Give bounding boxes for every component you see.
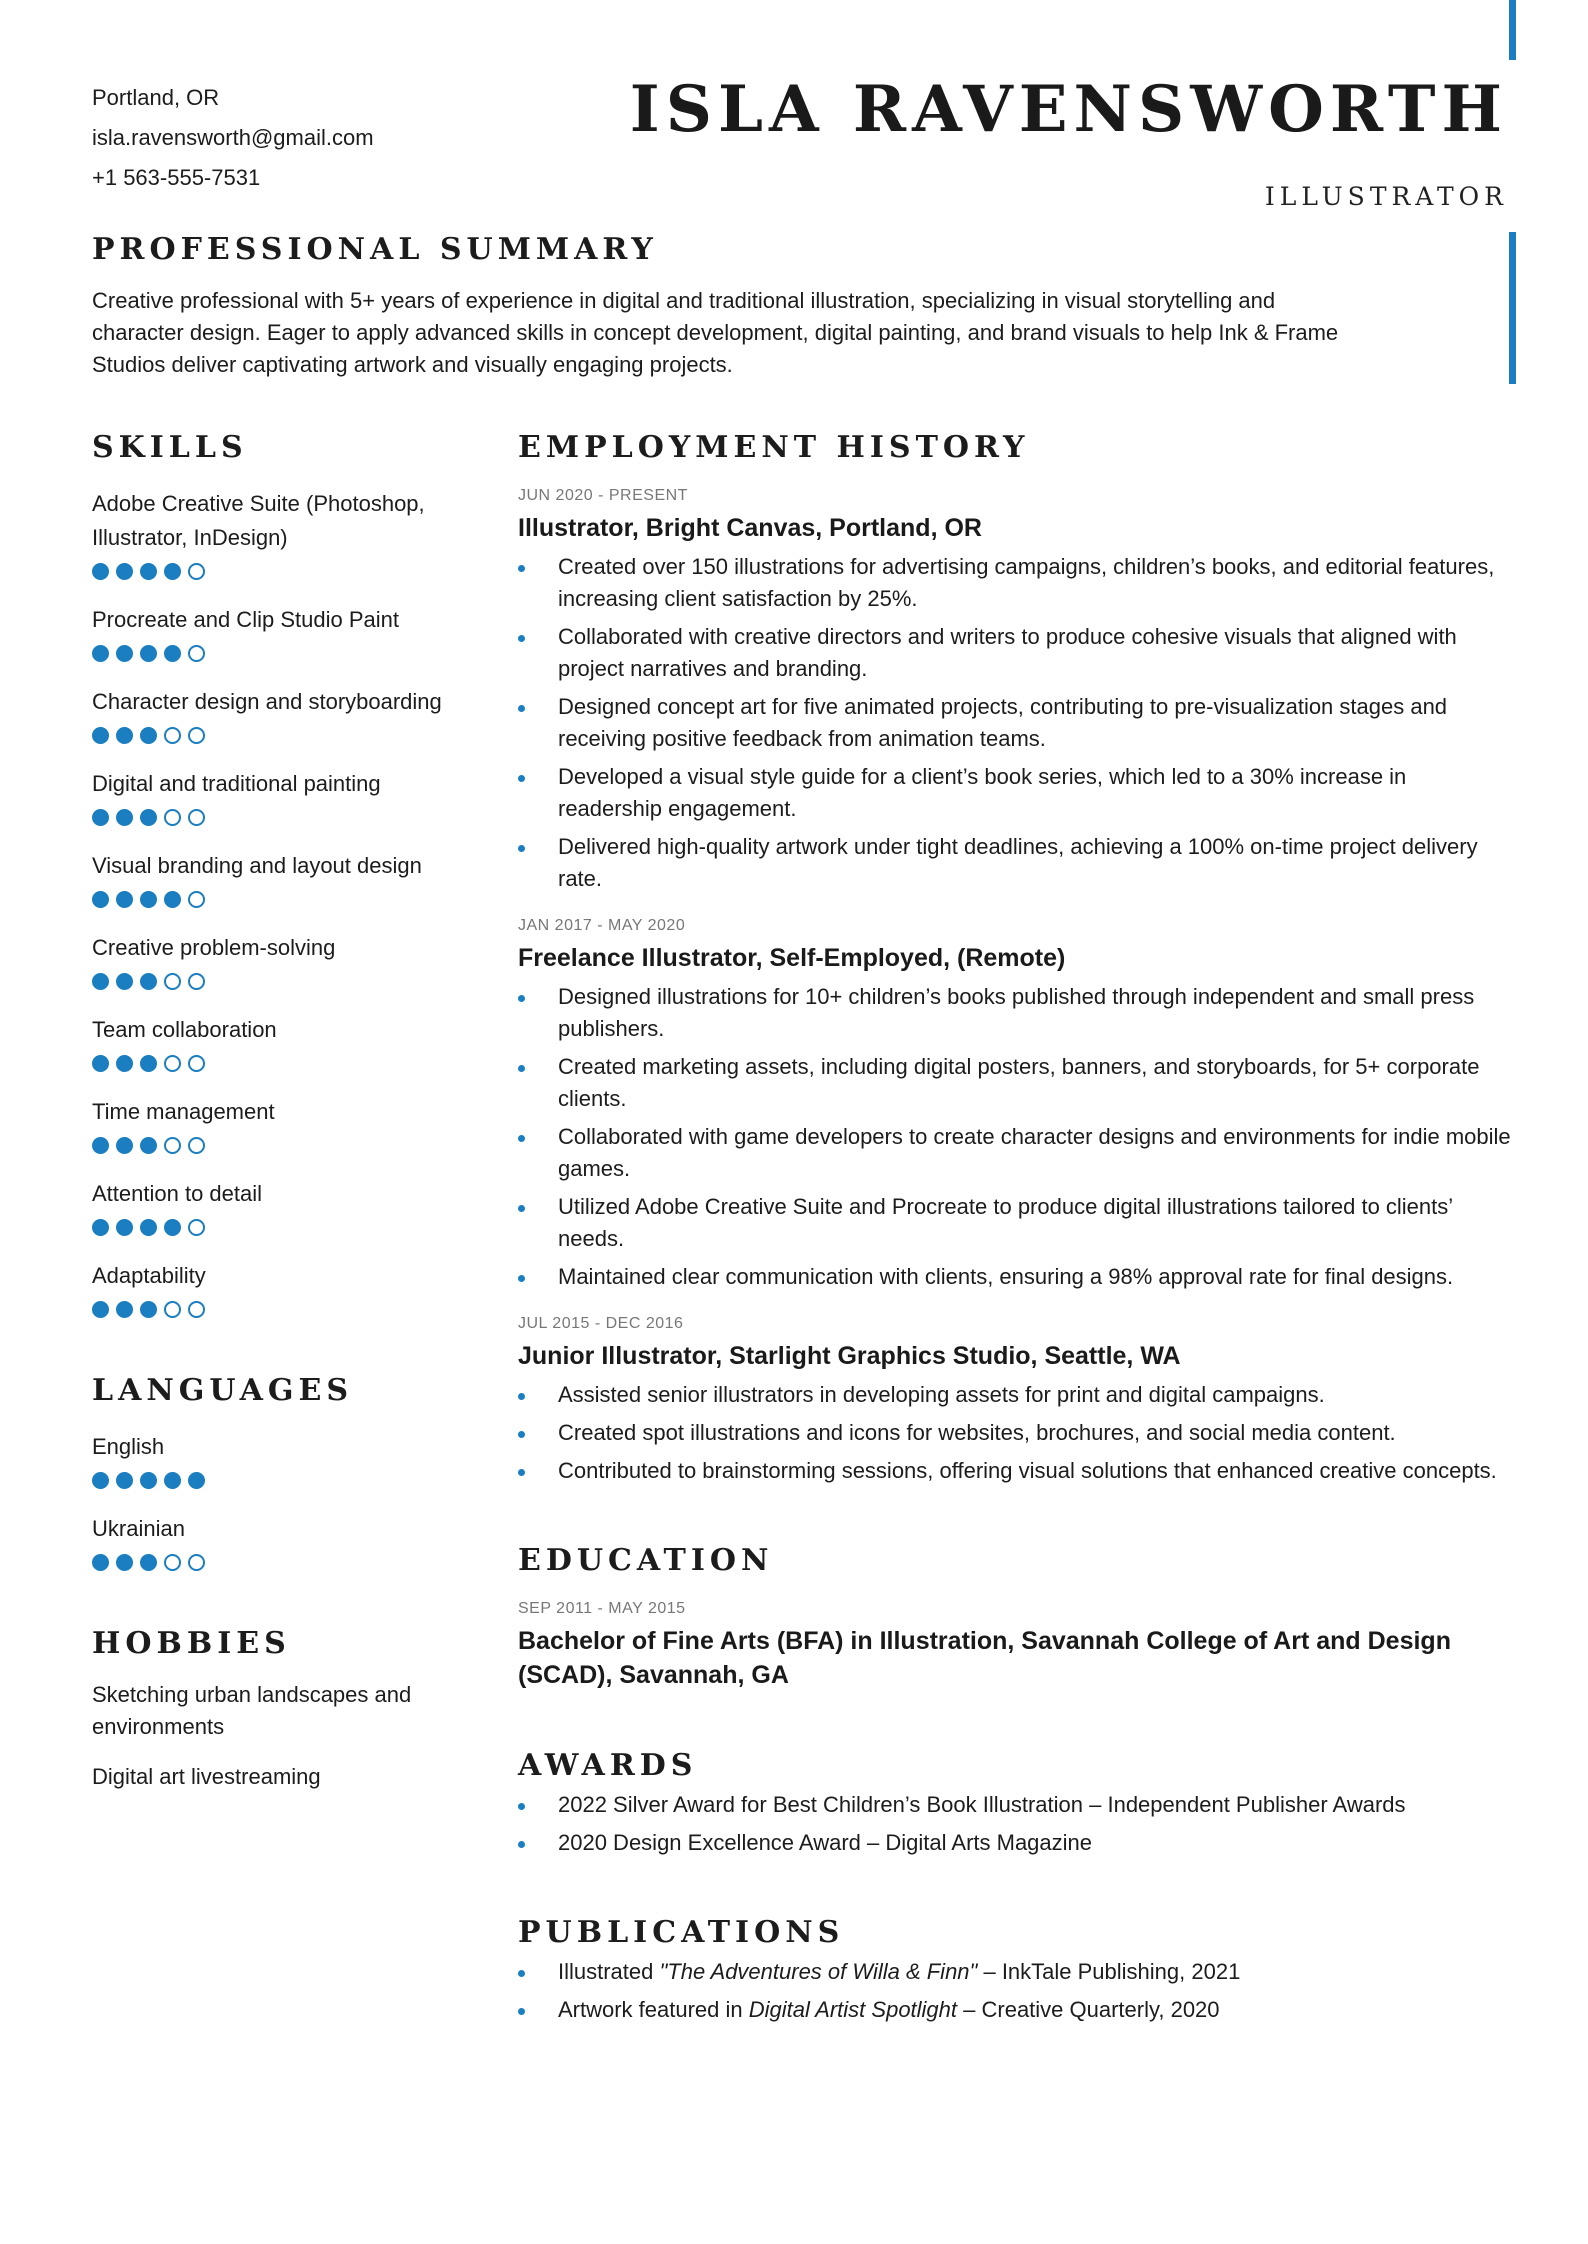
rating-dots	[92, 1055, 492, 1073]
job-bullet	[518, 1121, 1513, 1185]
skill-item-name: Character design and storyboarding	[92, 689, 442, 714]
rating-dot-empty	[164, 1554, 181, 1571]
job-bullet-text: Created over 150 illustrations for advertising campaigns, children’s books, and editorial features, increasing client satisfaction by 25%.	[558, 554, 1495, 611]
rating-dot-filled	[92, 1055, 109, 1072]
rating-dots	[92, 973, 492, 991]
bullet-dot	[518, 705, 525, 712]
languages-heading: LANGUAGES	[92, 1373, 354, 1408]
job-title: Freelance Illustrator, Self-Employed, (Remote)	[518, 944, 1066, 972]
rating-dot-filled	[116, 891, 133, 908]
skill-item	[92, 685, 492, 745]
rating-dot-filled	[116, 563, 133, 580]
bullet-dot	[518, 775, 525, 782]
employment-heading: EMPLOYMENT HISTORY	[518, 430, 1030, 465]
job-bullet-text: Maintained clear communication with clients, ensuring a 98% approval rate for final designs.	[558, 1264, 1454, 1289]
publication-title: Digital Artist Spotlight	[748, 1997, 958, 2022]
skill-item	[92, 1177, 492, 1237]
rating-dot-filled	[164, 645, 181, 662]
rating-dot-filled	[116, 1554, 133, 1571]
education-degree: Bachelor of Fine Arts (BFA) in Illustration, Savannah College of Art and Design (SCAD), Savannah, GA	[518, 1627, 1451, 1689]
job-bullet	[518, 1455, 1513, 1487]
rating-dots	[92, 1137, 492, 1155]
rating-dot-empty	[188, 891, 205, 908]
rating-dot-filled	[164, 891, 181, 908]
job-bullet-text: Utilized Adobe Creative Suite and Procreate to produce digital illustrations tailored to clients’ needs.	[558, 1194, 1453, 1251]
employment-list	[518, 487, 1513, 1487]
rating-dot-empty	[188, 1055, 205, 1072]
rating-dot-empty	[164, 727, 181, 744]
hobby-item: Sketching urban landscapes and environments	[92, 1682, 412, 1739]
publications-heading: PUBLICATIONS	[518, 1915, 845, 1950]
rating-dots	[92, 1554, 492, 1572]
award-item	[518, 1789, 1513, 1821]
left-column	[92, 430, 492, 1793]
rating-dot-filled	[140, 563, 157, 580]
skill-item-name: Time management	[92, 1099, 275, 1124]
skill-item	[92, 1095, 492, 1155]
skills-list	[92, 487, 492, 1319]
rating-dot-filled	[92, 1137, 109, 1154]
publication-prefix: Illustrated	[558, 1959, 660, 1984]
rating-dot-filled	[140, 1554, 157, 1571]
rating-dot-filled	[164, 1219, 181, 1236]
rating-dot-filled	[116, 645, 133, 662]
bullet-dot	[518, 1065, 525, 1072]
rating-dot-filled	[140, 645, 157, 662]
bullet-dot	[518, 2008, 525, 2015]
rating-dot-filled	[116, 809, 133, 826]
rating-dot-filled	[92, 1472, 109, 1489]
rating-dot-filled	[140, 973, 157, 990]
job-bullet-text: Designed illustrations for 10+ children’s books published through independent and small press publishers.	[558, 984, 1475, 1041]
accent-bar-top	[1509, 0, 1516, 60]
rating-dot-empty	[188, 1301, 205, 1318]
bullet-dot	[518, 1841, 525, 1848]
job-bullet	[518, 1051, 1513, 1115]
publication-suffix: – InkTale Publishing, 2021	[977, 1959, 1241, 1984]
bullet-dot	[518, 1469, 525, 1476]
rating-dot-filled	[140, 1472, 157, 1489]
rating-dot-filled	[92, 1301, 109, 1318]
skill-item	[92, 849, 492, 909]
rating-dot-empty	[164, 809, 181, 826]
bullet-dot	[518, 1205, 525, 1212]
rating-dot-filled	[92, 809, 109, 826]
rating-dot-filled	[92, 1554, 109, 1571]
skill-item-name: Adobe Creative Suite (Photoshop, Illustrator, InDesign)	[92, 491, 425, 550]
rating-dots	[92, 563, 492, 581]
awards-heading: AWARDS	[518, 1748, 698, 1783]
rating-dot-empty	[164, 1055, 181, 1072]
rating-dots	[92, 645, 492, 663]
rating-dot-empty	[188, 1137, 205, 1154]
job-title-header: ILLUSTRATOR	[1264, 182, 1508, 211]
job-bullet	[518, 761, 1513, 825]
awards-list	[518, 1789, 1513, 1859]
rating-dot-filled	[140, 727, 157, 744]
job-dates: JUL 2015 - DEC 2016	[518, 1315, 684, 1332]
rating-dot-filled	[140, 1219, 157, 1236]
publication-prefix: Artwork featured in	[558, 1997, 749, 2022]
job-bullet-text: Delivered high-quality artwork under tight deadlines, achieving a 100% on-time project delivery rate.	[558, 834, 1478, 891]
rating-dot-empty	[164, 1301, 181, 1318]
rating-dot-empty	[188, 727, 205, 744]
job-bullet	[518, 621, 1513, 685]
publication-item	[518, 1956, 1513, 1988]
job-bullet-text: Developed a visual style guide for a client’s book series, which led to a 30% increase in readership engagement.	[558, 764, 1407, 821]
skill-item-name: Digital and traditional painting	[92, 771, 381, 796]
rating-dot-empty	[164, 1137, 181, 1154]
rating-dot-filled	[116, 1472, 133, 1489]
rating-dot-empty	[188, 809, 205, 826]
summary-heading: PROFESSIONAL SUMMARY	[92, 232, 658, 267]
job-bullet-text: Collaborated with creative directors and writers to produce cohesive visuals that aligned with project narratives and branding.	[558, 624, 1457, 681]
publication-suffix: – Creative Quarterly, 2020	[957, 1997, 1220, 2022]
job-bullet-text: Contributed to brainstorming sessions, offering visual solutions that enhanced creative concepts.	[558, 1458, 1497, 1483]
job-bullet	[518, 1191, 1513, 1255]
rating-dot-filled	[92, 973, 109, 990]
candidate-name: ISLA RAVENSWORTH	[629, 72, 1508, 147]
publications-list	[518, 1956, 1513, 2026]
rating-dots	[92, 1472, 492, 1490]
rating-dot-filled	[92, 563, 109, 580]
bullet-dot	[518, 845, 525, 852]
rating-dot-filled	[92, 727, 109, 744]
skill-item-name: Team collaboration	[92, 1017, 277, 1042]
languages-list	[92, 1430, 492, 1572]
job-bullet	[518, 981, 1513, 1045]
skill-item	[92, 1013, 492, 1073]
rating-dot-empty	[188, 645, 205, 662]
education-heading: EDUCATION	[518, 1543, 774, 1578]
bullet-dot	[518, 635, 525, 642]
rating-dot-filled	[188, 1472, 205, 1489]
language-item	[92, 1512, 492, 1572]
job-bullet	[518, 831, 1513, 895]
skill-item	[92, 487, 492, 581]
rating-dots	[92, 891, 492, 909]
job-bullet-text: Designed concept art for five animated projects, contributing to pre-visualization stages and receiving positive feedback from animation teams.	[558, 694, 1448, 751]
rating-dot-filled	[140, 1055, 157, 1072]
rating-dot-empty	[188, 973, 205, 990]
bullet-dot	[518, 1393, 525, 1400]
rating-dot-filled	[164, 563, 181, 580]
skill-item-name: Adaptability	[92, 1263, 206, 1288]
contact-location: Portland, OR	[92, 85, 220, 110]
job-bullet-text: Created marketing assets, including digital posters, banners, and storyboards, for 5+ corporate clients.	[558, 1054, 1480, 1111]
rating-dot-empty	[188, 1554, 205, 1571]
award-text: 2020 Design Excellence Award – Digital Arts Magazine	[558, 1830, 1093, 1855]
bullet-dot	[518, 565, 525, 572]
skill-item	[92, 931, 492, 991]
rating-dot-filled	[116, 1301, 133, 1318]
skill-item	[92, 1259, 492, 1319]
rating-dot-empty	[164, 973, 181, 990]
bullet-dot	[518, 995, 525, 1002]
job-bullet-text: Collaborated with game developers to create character designs and environments for indie mobile games.	[558, 1124, 1511, 1181]
bullet-dot	[518, 1135, 525, 1142]
skill-item	[92, 767, 492, 827]
job-entry	[518, 1315, 1513, 1487]
rating-dots	[92, 727, 492, 745]
rating-dot-filled	[140, 809, 157, 826]
name-block	[630, 72, 1508, 211]
job-bullets	[518, 551, 1513, 895]
rating-dot-filled	[116, 1219, 133, 1236]
rating-dot-filled	[140, 891, 157, 908]
job-entry	[518, 917, 1513, 1293]
award-item	[518, 1827, 1513, 1859]
summary-section	[92, 232, 1382, 381]
rating-dot-filled	[92, 891, 109, 908]
job-title: Illustrator, Bright Canvas, Portland, OR	[518, 514, 982, 542]
job-bullet	[518, 1417, 1513, 1449]
bullet-dot	[518, 1275, 525, 1282]
hobbies-heading: HOBBIES	[92, 1626, 291, 1661]
bullet-dot	[518, 1970, 525, 1977]
job-entry	[518, 487, 1513, 895]
job-bullet	[518, 1379, 1513, 1411]
job-bullet	[518, 551, 1513, 615]
publication-item	[518, 1994, 1513, 2026]
rating-dot-filled	[116, 727, 133, 744]
award-text: 2022 Silver Award for Best Children’s Book Illustration – Independent Publisher Awards	[558, 1792, 1406, 1817]
hobby-item: Digital art livestreaming	[92, 1764, 321, 1789]
hobbies-list	[92, 1679, 492, 1793]
job-bullet	[518, 1261, 1513, 1293]
rating-dots	[92, 1219, 492, 1237]
rating-dot-filled	[140, 1137, 157, 1154]
skills-heading: SKILLS	[92, 430, 248, 465]
job-dates: JUN 2020 - PRESENT	[518, 487, 688, 504]
education-dates: SEP 2011 - MAY 2015	[518, 1600, 686, 1617]
job-dates: JAN 2017 - MAY 2020	[518, 917, 686, 934]
rating-dot-filled	[92, 1219, 109, 1236]
skill-item-name: Creative problem-solving	[92, 935, 336, 960]
contact-info	[92, 78, 374, 198]
job-bullets	[518, 981, 1513, 1293]
job-bullet	[518, 691, 1513, 755]
summary-text: Creative professional with 5+ years of experience in digital and traditional illustration, specializing in visual storytelling and character design. Eager to apply advanced skills in concept development, digital painting, and brand visuals to help Ink & Frame Studios deliver captivating artwork and visually engaging projects.	[92, 288, 1339, 377]
language-item-name: Ukrainian	[92, 1516, 185, 1541]
language-item-name: English	[92, 1434, 165, 1459]
job-bullet-text: Created spot illustrations and icons for websites, brochures, and social media content.	[558, 1420, 1396, 1445]
rating-dot-filled	[116, 1137, 133, 1154]
rating-dots	[92, 809, 492, 827]
rating-dot-filled	[116, 1055, 133, 1072]
bullet-dot	[518, 1803, 525, 1810]
right-column	[518, 430, 1513, 2026]
rating-dot-filled	[92, 645, 109, 662]
job-bullet-text: Assisted senior illustrators in developing assets for print and digital campaigns.	[558, 1382, 1325, 1407]
job-title: Junior Illustrator, Starlight Graphics Studio, Seattle, WA	[518, 1342, 1181, 1370]
publication-title: "The Adventures of Willa & Finn"	[659, 1959, 978, 1984]
rating-dot-empty	[188, 563, 205, 580]
accent-bar-middle	[1509, 232, 1516, 384]
language-item	[92, 1430, 492, 1490]
bullet-dot	[518, 1431, 525, 1438]
skill-item-name: Visual branding and layout design	[92, 853, 422, 878]
job-bullets	[518, 1379, 1513, 1487]
skill-item-name: Attention to detail	[92, 1181, 263, 1206]
rating-dot-filled	[140, 1301, 157, 1318]
rating-dot-filled	[164, 1472, 181, 1489]
skill-item	[92, 603, 492, 663]
contact-email[interactable]: isla.ravensworth@gmail.com	[92, 125, 374, 150]
rating-dot-filled	[116, 973, 133, 990]
skill-item-name: Procreate and Clip Studio Paint	[92, 607, 399, 632]
rating-dot-empty	[188, 1219, 205, 1236]
contact-phone[interactable]: +1 563-555-7531	[92, 165, 261, 190]
rating-dots	[92, 1301, 492, 1319]
